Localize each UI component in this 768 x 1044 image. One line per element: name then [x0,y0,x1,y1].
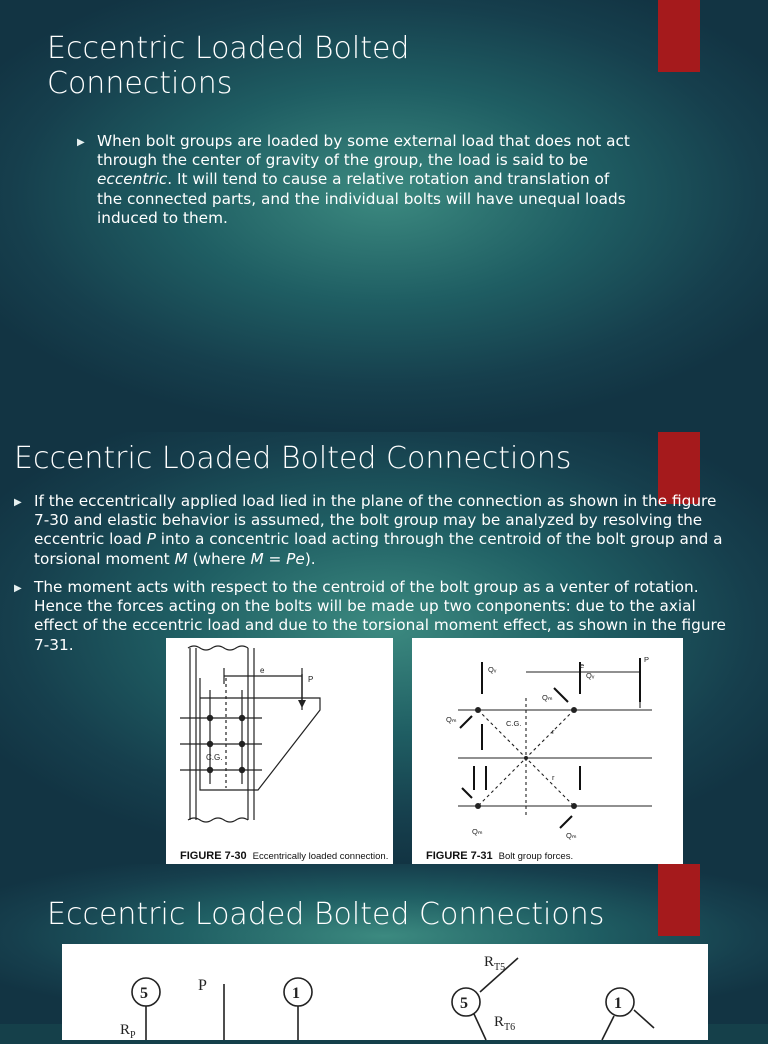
bolt-group-forces-diagram [412,638,683,866]
slide-title: Eccentric Loaded Bolted Connections [47,31,410,101]
figure-caption: FIGURE 7-31 Bolt group forces. [426,850,574,862]
bullet-paragraph: ▶ When bolt groups are loaded by some external load that does not act through the center of gravity of the group, the load is said to be eccentric. It will tend to cause a relative rotation and translation of the connected parts, and the individual bolts will have unequal loads induced to them. [77,132,630,227]
bolt-resultant-diagram [62,944,708,1040]
e-label: e [580,661,585,670]
bolt-5-label: 5 [460,995,468,1012]
bolt-5-label: 5 [140,985,148,1002]
bolt-1-label: 1 [292,985,300,1002]
p-label: P [198,977,207,994]
slide-2 [0,432,768,864]
cg-label: C.G. [506,719,522,728]
slide-title: Eccentric Loaded Bolted Connections [14,441,572,476]
bullet-arrow-icon: ▶ [14,583,22,594]
qm-label: Qₘ [566,831,577,840]
figure-caption: FIGURE 7-30 Eccentrically loaded connection. [180,850,389,862]
slide-1 [0,0,768,432]
slide-3 [0,864,768,1041]
rt6-label: $R_{T6}$ [494,1014,516,1033]
figure-7-31 [412,638,683,866]
bolt-resultant-figure [62,944,708,1040]
rt5-label: $R_{T5}$ [484,954,506,973]
qv-label: Qᵥ [488,665,497,674]
qm-label: Qₘ [472,827,483,836]
p-label: P [308,675,314,684]
slide-title: Eccentric Loaded Bolted Connections [47,897,605,932]
qm-label: Qₘ [542,693,553,702]
bullet-paragraph: ▶ The moment acts with respect to the centroid of the bolt group as a venter of rotation. Hence the forces acting on the bolts will be made up two conponents: due to the axial effect of the eccentric load and due to the torsional moment effect, as shown in the figure 7-31. [14,578,726,654]
r-label: r [552,773,555,782]
bolt-1-label: 1 [614,995,622,1012]
eccentric-connection-diagram [166,638,393,866]
p-label: P [644,655,650,664]
accent-bar [658,0,700,72]
cg-label: C.G. [206,753,223,762]
r-label: r [552,727,555,736]
rp-label: $R_P$ [120,1022,136,1041]
figure-7-30 [166,638,393,866]
accent-bar [658,864,700,936]
bullet-paragraph: ▶ If the eccentrically applied load lied in the plane of the connection as shown in the figure 7-30 and elastic behavior is assumed, the bolt group may be analyzed by resolving the eccentric load P into a concentric load acting through the centroid of the bolt group and a torsional moment M (where M = Pe). [14,492,723,568]
e-label: e [260,666,265,675]
bullet-arrow-icon: ▶ [77,137,85,148]
bullet-arrow-icon: ▶ [14,497,22,508]
qv-label: Qᵥ [586,671,595,680]
qm-label: Qₘ [446,715,457,724]
